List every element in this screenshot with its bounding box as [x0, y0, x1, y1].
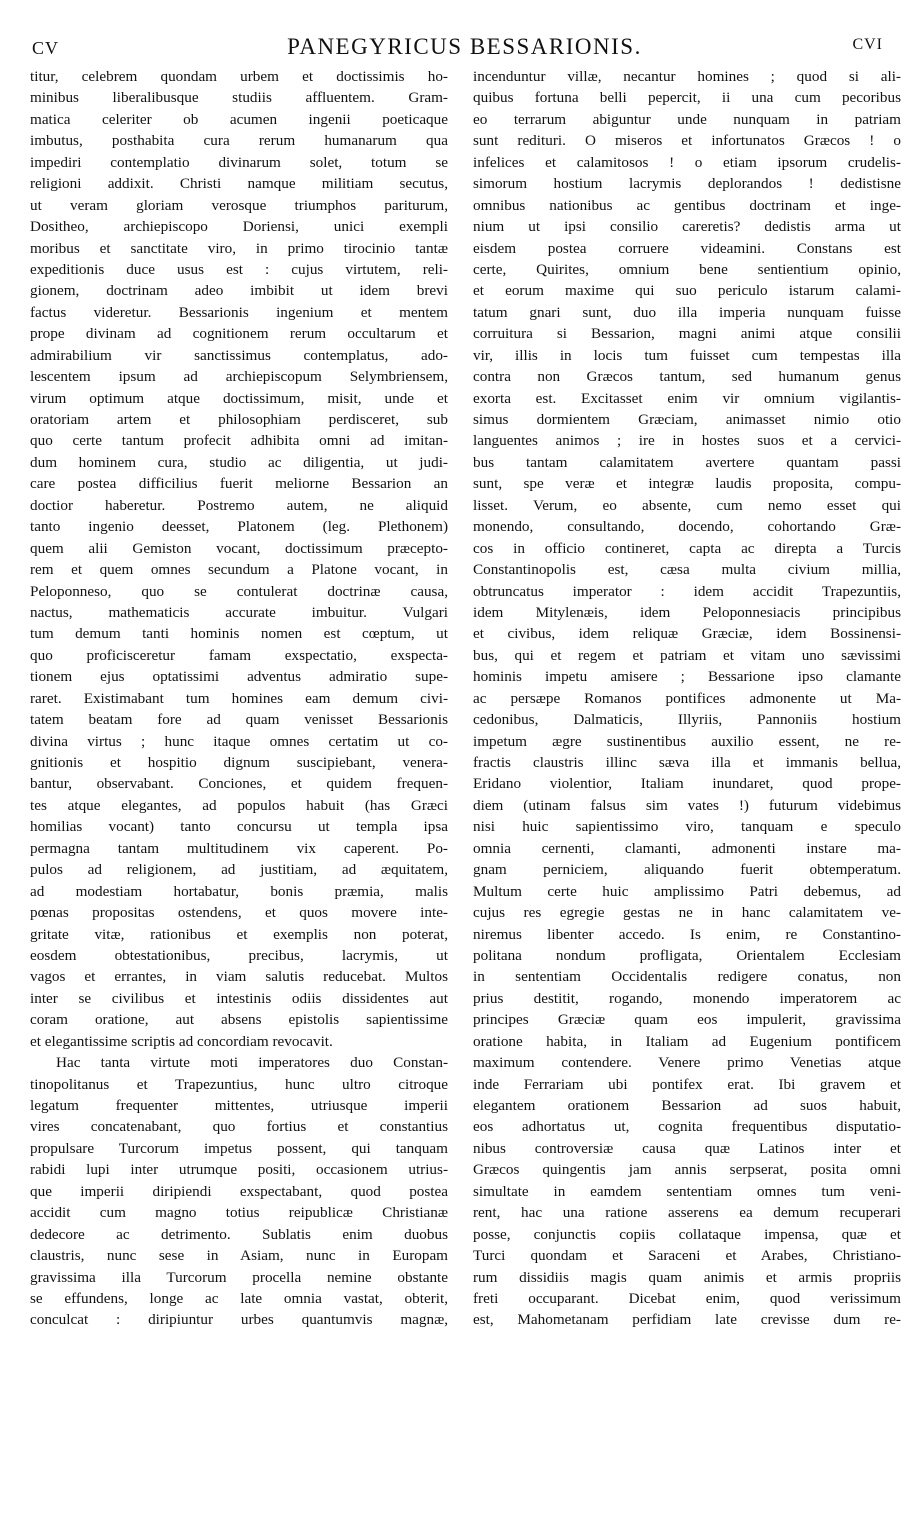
text-line: quo proficisceretur famam exspectatio, exspecta- [30, 646, 448, 664]
text-line: nactus, mathematicis accurate imbuitur. Vulgari [30, 603, 448, 621]
text-line: eo terrarum abiguntur unde nunquam in patriam [473, 110, 901, 128]
text-line: dedecore ac detrimento. Sublatis enim duobus [30, 1225, 448, 1243]
text-line: et civibus, idem reliquæ Græciæ, idem Bossinensi- [473, 625, 901, 643]
text-line: tatem beatam fore ad quam venisset Bessarionis [30, 711, 448, 729]
text-line: pulos ad religionem, ad justitiam, ad æquitatem, [30, 861, 448, 879]
text-line: inde Ferrariam ubi pontifex erat. Ibi gravem et [473, 1075, 901, 1093]
text-line: infelices et calamitosos ! o etiam ipsorum crudelis- [473, 153, 901, 171]
text-line: vagos et errantes, in viam salutis reducebat. Multos [30, 968, 448, 986]
text-line: tes atque elegantes, ad populos habuit (has Græci [30, 796, 448, 814]
text-line: gnam perniciem, aliquando fuerit obtemperatum. [473, 861, 901, 879]
text-line: principes Græciæ quam eos impulerit, gravissima [473, 1011, 901, 1029]
text-line: rum dissidiis magis quam animis et armis propriis [473, 1268, 901, 1286]
text-line: exorta est. Excitasset enim vir omnium vigilantis- [473, 389, 901, 407]
text-line: prope divinam ad cognitionem rerum occultarum et [30, 325, 448, 343]
text-line: niremus libenter accedo. Is enim, re Constantino- [473, 925, 901, 943]
text-line: raret. Existimabant tum homines eam demum civi- [30, 689, 448, 707]
text-line: simorum hostium lacrymis deplorandos ! dedistisne [473, 175, 901, 193]
text-line: oratione habita, in Italiam ad Eugenium pontificem [473, 1032, 901, 1050]
text-line: admirabilium vir sanctissimus contemplatus, ado- [30, 346, 448, 364]
text-line: oratoriam artem et philosophiam perdisceret, sub [30, 411, 448, 428]
text-line: nibus controversiæ causa quæ Latinos inter et [473, 1139, 901, 1157]
text-line: Constantinopolis est, cæsa multa civium millia, [473, 561, 901, 579]
running-title: PANEGYRICUS BESSARIONIS. [287, 34, 642, 59]
text-line: tum demum tanti hominis nomen est cœptum, ut [30, 625, 448, 643]
text-line: et eorum maxime qui suo periculo istarum calami- [473, 282, 901, 300]
text-line: ac persæpe Romanos pontifices admonente ut Ma- [473, 689, 901, 707]
text-line: fractis claustris illinc sæva illa et immanis bellua, [473, 754, 901, 771]
text-line: Hac tanta virtute moti imperatores duo Constan- [56, 1054, 448, 1072]
text-line: est, Mahometanam perfidiam late crevisse dum re- [473, 1311, 901, 1329]
text-line: imbutus, posthabita cura rerum humanarum qua [30, 132, 448, 150]
text-line: languentes animos ; ire in hostes suos et a cervici- [473, 432, 901, 450]
text-line: nisi huic sapientissimo viro, tanquam e speculo [473, 818, 901, 836]
text-line: quo certe tantum profecit adhibita omni ad imitan- [30, 432, 448, 450]
text-line: se effundens, longe ac late omnia vastat, obterit, [30, 1289, 448, 1307]
text-line: accidit cum magno totius reipublicæ Christianæ [30, 1204, 448, 1222]
text-line: eosdem obtestationibus, precibus, lacrymis, ut [30, 946, 448, 964]
text-line: hominis impetu amisere ; Bessarione ipso clamante [473, 668, 901, 686]
text-line: tanto ingenio deesset, Platonem (leg. Plethonem) [30, 518, 448, 536]
text-line: et elegantissime scriptis ad concordiam revocavit. [30, 1032, 333, 1050]
text-line: moribus et sanctitate viro, in primo tirocinio tantæ [30, 239, 448, 257]
text-line: bus tantam calamitatem avertere quantam passi [473, 453, 901, 471]
text-line: incenduntur villæ, necantur homines ; quod si ali- [473, 68, 901, 85]
text-line: homilias vocant) tanto concursu ut templa ipsa [30, 818, 448, 836]
text-line: quibus fortuna belli pepercit, ii una cum pecoribus [473, 89, 901, 107]
text-line: claustris, nunc sese in Asiam, nunc in Europam [30, 1247, 448, 1265]
text-line: lisset. Verum, eo absente, cum nemo esset qui [473, 496, 901, 514]
text-line: matica celeriter ob acumen ingenii poeticaque [30, 110, 448, 128]
text-line: vir, illis in locis tum fuisset cum tempestas illa [473, 346, 901, 364]
text-line: virum optimum atque doctissimum, misit, unde et [30, 389, 448, 407]
text-line: gionem, doctrinam adeo imbibit ut idem brevi [30, 282, 448, 300]
text-line: permagna tantam multitudinem vix caperent. Po- [30, 839, 448, 857]
text-line: gravissima illa Turcorum procella nemine obstante [30, 1268, 448, 1286]
text-line: cujus res egregie gestas ne in hanc calamitatem ve- [473, 904, 901, 922]
text-line: gnitionis et hospitio dignum suscipiebant, venera- [30, 754, 448, 771]
text-line: care postea difficilius fuerit meliorne Bessarion an [30, 475, 448, 493]
text-line: coram oratione, aut absens epistolis sapientissime [30, 1011, 448, 1029]
text-line: minibus liberalibusque studiis affluentem. Gram- [30, 89, 448, 107]
text-line: rem et quem omnes secundum a Platone vocant, in [30, 561, 448, 579]
text-line: sunt, spe veræ et integræ laudis proposita, compu- [473, 475, 901, 493]
text-line: Multum certe huic amplissimo Patri debemus, ad [473, 882, 901, 900]
text-line: Peloponneso, quo se contulerat doctrinæ causa, [30, 582, 448, 600]
text-line: conculcat : diripiuntur urbes quantumvis magnæ, [30, 1311, 448, 1329]
right-column [473, 66, 901, 1331]
text-line: tatum gnari sunt, duo illa imperia nunquam fuisse [473, 303, 901, 321]
text-line: tionem ejus optatissimi adventus admiratio supe- [30, 668, 448, 686]
text-line: Græcos quingentis jam annis serpserat, posita omni [473, 1161, 901, 1179]
text-line: quem alii Gemiston vocant, doctissimum præcepto- [30, 539, 448, 557]
text-line: obtruncatus imperator : idem accidit Trapezuntiis, [473, 582, 901, 600]
text-line: religioni addixit. Christi namque militiam secutus, [30, 175, 448, 193]
page-number-left: CV [32, 38, 60, 58]
text-line: bantur, observabant. Conciones, et quidem frequen- [30, 775, 448, 793]
text-line: ut veram gloriam verosque triumphos pariturum, [30, 196, 448, 214]
text-line: tinopolitanus et Trapezuntius, hunc ultro citroque [30, 1075, 448, 1093]
text-line: Dositheo, archiepiscopo Doriensi, unici exempli [30, 218, 448, 236]
text-line: omnibus nationibus ac gentibus doctrinam et inge- [473, 196, 901, 214]
text-line: politana nondum profligata, Orientalem Ecclesiam [473, 946, 901, 964]
text-line: divina virtus ; hunc itaque omnes certatim ut co- [30, 732, 448, 750]
text-line: Eridano violentior, Italiam inundaret, quod prope- [473, 775, 901, 793]
left-column [30, 66, 448, 1331]
text-line: lescentem ipsum ad archiepiscopum Selymbriensem, [30, 368, 448, 386]
text-line: factus videretur. Bessarionis ingenium et mentem [30, 303, 448, 321]
text-line: dum hominem cura, studio ac diligentia, ut judi- [30, 453, 448, 471]
text-line: rent, hac una ratione asserens ea demum recuperari [473, 1204, 901, 1222]
text-line: gritate vitæ, rationibus et exemplis non poterat, [30, 925, 448, 943]
page-number-right: CVI [852, 36, 883, 53]
text-line: bus, qui et regem et patriam et vitam uno sævissimi [473, 646, 901, 664]
text-line: que imperii diripiendi exspectabant, quod postea [30, 1182, 448, 1200]
text-line: rabidi lupi inter utrumque positi, occasionem utrius- [30, 1161, 448, 1179]
text-line: legatum frequenter mittentes, utriusque imperii [30, 1097, 448, 1114]
text-line: cedonibus, Dalmaticis, Illyriis, Pannoniis hostium [473, 711, 901, 729]
text-line: propulsare Turcorum impetus possent, qui tanquam [30, 1139, 448, 1157]
text-line: elegantem orationem Bessarion ad suos habuit, [473, 1097, 901, 1114]
text-line: impediri contemplatio divinarum solet, totum se [30, 153, 448, 171]
text-line: diem (utinam falsus sim vates !) futurum videbimus [473, 796, 901, 814]
text-line: maximum contendere. Venere primo Venetias atque [473, 1054, 901, 1072]
text-line: sunt redituri. O miseros et infortunatos Græcos ! o [473, 132, 901, 150]
running-head [28, 28, 901, 68]
text-line: impetum ægre sustinentibus auxilio essent, ne re- [473, 732, 901, 750]
text-line: titur, celebrem quondam urbem et doctissimis ho- [30, 68, 448, 85]
text-line: freti occuparant. Dicebat enim, quod verissimum [473, 1289, 901, 1307]
text-line: prius destitit, rogando, monendo imperatorem ac [473, 989, 901, 1007]
text-line: monendo, consultando, docendo, cohortando Græ- [473, 518, 901, 536]
text-line: cos in officio contineret, capta ac direpta a Turcis [473, 539, 901, 557]
text-line: Turci quondam et Saraceni et Arabes, Christiano- [473, 1247, 901, 1265]
text-line: doctior haberetur. Postremo autem, ne aliquid [30, 496, 448, 514]
text-line: eisdem postea corruere videamini. Constans est [473, 239, 901, 257]
text-line: in sententiam Occidentalis redigere conatus, non [473, 968, 901, 986]
text-line: idem Mitylenæis, idem Peloponnesiacis principibus [473, 603, 901, 621]
text-line: simus dormientem Græciam, animasset nimio otio [473, 411, 901, 428]
text-line: posse, conjunctis copiis collataque impensa, quæ et [473, 1225, 901, 1243]
text-line: vires concatenabant, quo fortius et constantius [30, 1118, 448, 1136]
text-line: expeditionis duce usus est : cujus virtutem, reli- [30, 260, 448, 278]
text-line: omnia cernenti, clamanti, admonenti instare ma- [473, 839, 901, 857]
text-line: eos adhortatus ut, cognita frequentibus disputatio- [473, 1118, 901, 1136]
text-line: pœnas propositas ostendens, et quos movere inte- [30, 904, 448, 922]
text-line: ad modestiam hortabatur, bonis præmia, malis [30, 882, 448, 900]
text-line: simultate in eamdem sententiam omnes tum veni- [473, 1182, 901, 1200]
text-line: corruitura si Bessarion, magni animi atque consilii [473, 325, 901, 343]
text-line: certe, Quirites, omnium bene sentientium opinio, [473, 260, 901, 278]
text-columns [30, 66, 901, 1331]
text-line: contra non Græcos tantum, sed humanum genus [473, 368, 901, 386]
text-line: inter se civilibus et intestinis odiis dissidentes aut [30, 989, 448, 1007]
text-line: nium ut ipsi consilio careretis? dedistis arma ut [473, 218, 901, 236]
